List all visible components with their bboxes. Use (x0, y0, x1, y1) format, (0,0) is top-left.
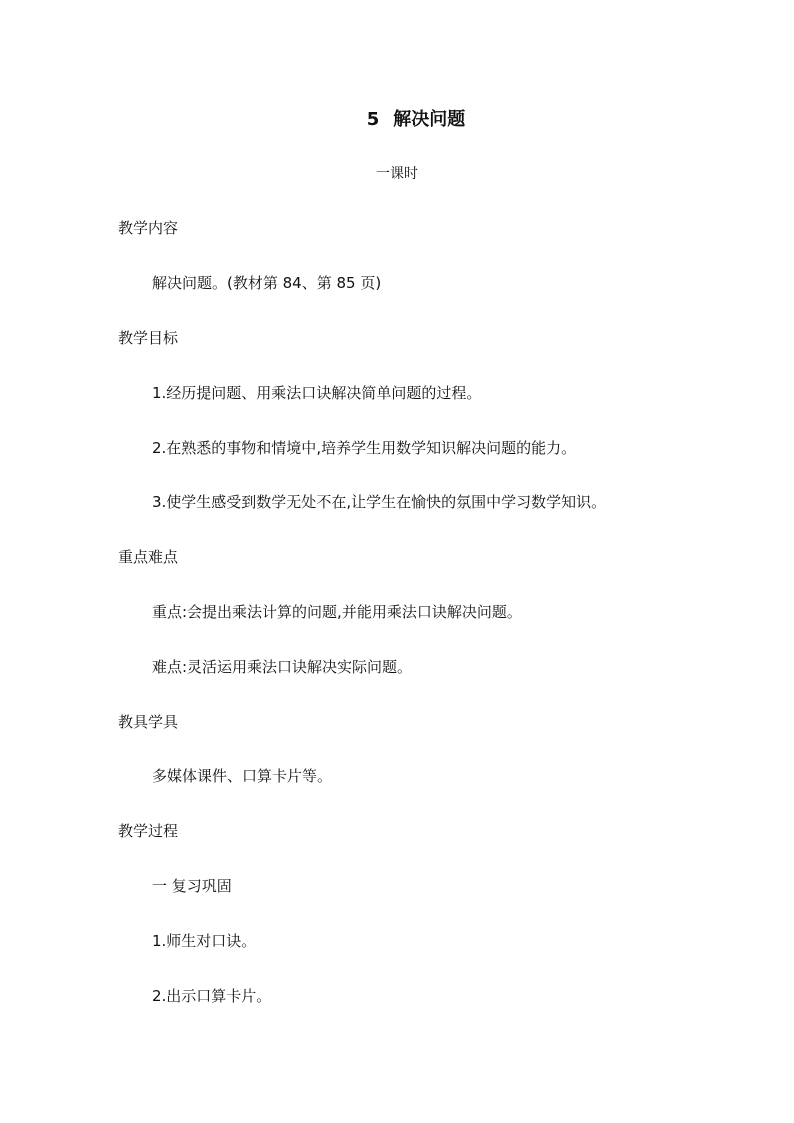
section-heading-content: 教学内容 (118, 219, 179, 237)
page-title (0, 108, 794, 132)
content-text: 解决问题。(教材第 84、第 85 页) (152, 274, 382, 292)
goal-item-2: 2.在熟悉的事物和情境中,培养学生用数学知识解决问题的能力。 (152, 439, 577, 457)
key-point: 重点:会提出乘法计算的问题,并能用乘法口诀解决问题。 (152, 603, 522, 621)
title-number: 5 (366, 109, 380, 130)
process-item-1: 1.师生对口诀。 (152, 932, 257, 950)
section-heading-process: 教学过程 (118, 822, 179, 840)
section-heading-key: 重点难点 (118, 548, 179, 566)
difficulty-point: 难点:灵活运用乘法口诀解决实际问题。 (152, 658, 413, 676)
title-text: 解决问题 (393, 109, 466, 130)
section-heading-tools: 教具学具 (118, 713, 179, 731)
subtitle: 一课时 (376, 166, 418, 182)
goal-item-1: 1.经历提问题、用乘法口诀解决简单问题的过程。 (152, 384, 482, 402)
tools-text: 多媒体课件、口算卡片等。 (152, 767, 333, 785)
process-step: 一 复习巩固 (152, 877, 232, 895)
section-heading-goals: 教学目标 (118, 329, 179, 347)
goal-item-3: 3.使学生感受到数学无处不在,让学生在愉快的氛围中学习数学知识。 (152, 493, 607, 511)
process-item-2: 2.出示口算卡片。 (152, 987, 272, 1005)
